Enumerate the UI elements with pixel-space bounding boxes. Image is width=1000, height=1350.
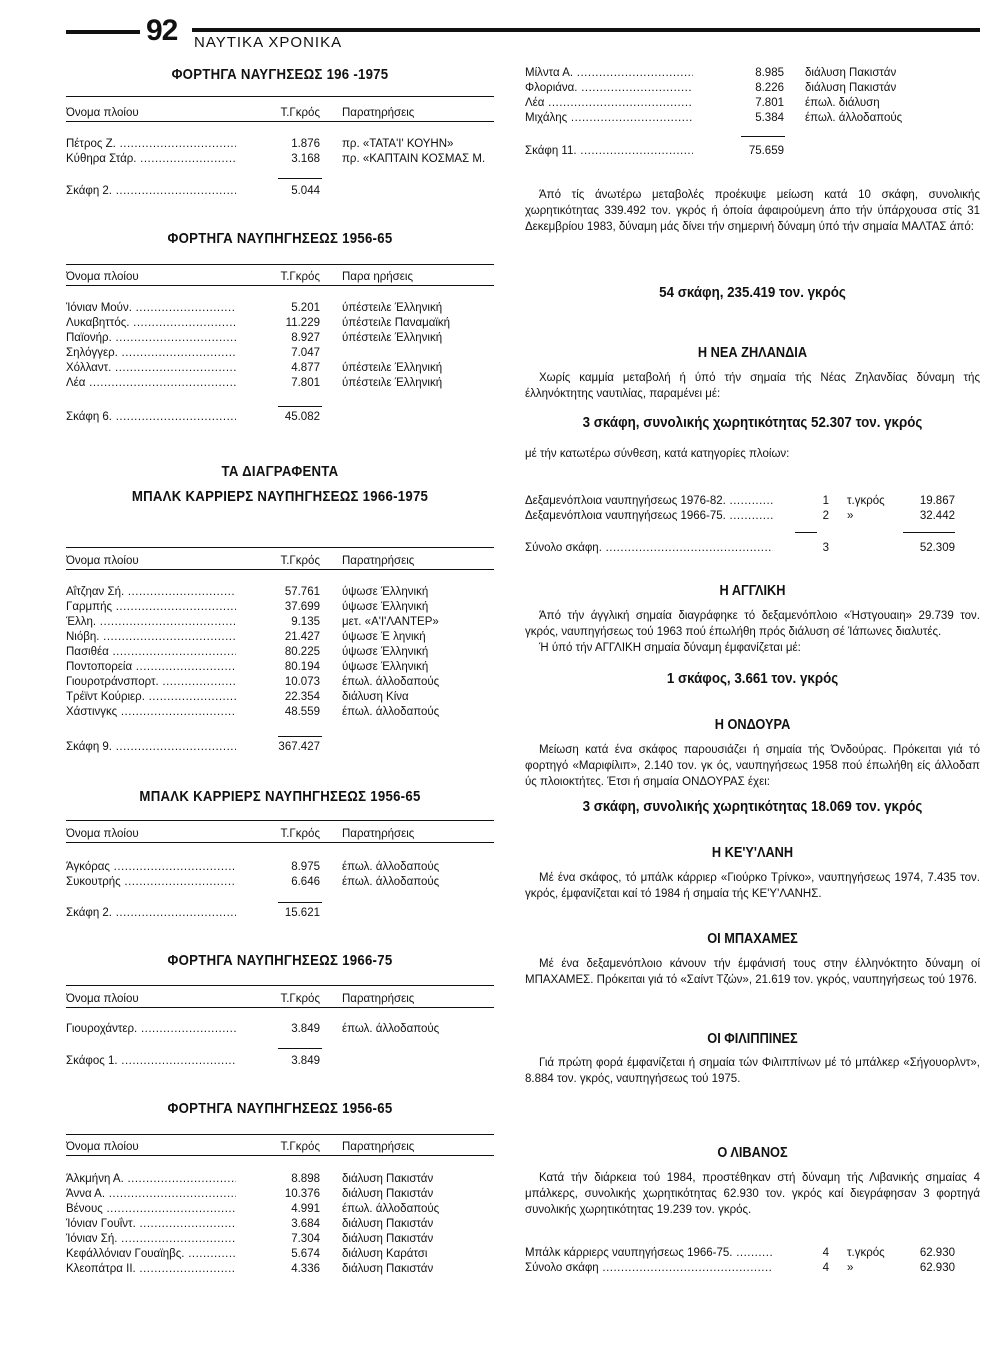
table-header: Όνομα πλοίου Τ.Γκρός Παρατηρήσεις [66,825,494,843]
section-title: ΤΑ ΔΙΑΓΡΑΦΕΝΤΑ [221,463,339,480]
malta-total: 54 σκάφη, 235.419 τον. γκρός [659,285,846,301]
table-header: Όνομα πλοίου Τ.Γκρός Παρατηρήσεις [66,552,494,570]
page-number: 92 [146,14,178,47]
section-title: Η ΚΕ'Υ'ΛΑΝΗ [711,845,794,861]
table-row: Σηλόγγερ. ..... 7.047 [66,346,494,361]
table-sum-row: Σκάφη 6. ..... 45.082 [66,410,494,425]
hn-paragraph: Μείωση κατά ένα σκάφος παρουσιάζει ή σημαία τής Όνδούρας. Πρόκειται γιά τό φορτηγό «Μαριφίλιπ», 2.140 τον. γκ ός, ναυπηγήσεως 1958 πού έπωλήθη είς άλλοδαπ ύς πλοιοκτήτες. Έτσι ή σημαία ΟΝΔΟΥΡΑΣ έχει: [525,744,980,788]
table-row: Αΐτζηαν Σή. ..... 57.761 ύψωσε Έλληνική [66,585,494,600]
table-row: Ποντοπορεία ..... 80.194 ύψωσε Έλληνική [66,660,494,675]
table-row: Χάστινγκς ..... 48.559 έπωλ. άλλοδαπούς [66,705,494,720]
table-row: Άγκόρας ..... 8.975 έπωλ. άλλοδαπούς [66,860,494,875]
table-row: Μπάλκ κάρριερς ναυπηγήσεως 1966-75. ..... 4 τ.γκρός 62.930 [525,1246,980,1261]
table-rule [66,96,494,97]
table-row: Μίλντα Α. ..... 8.985 διάλυση Πακιστάν [525,66,980,81]
table-row: Δεξαμενόπλοια ναυπηγήσεως 1966-75. ..... 2 » 32.442 [525,509,980,524]
table-header: Όνομα πλοίου Τ.Γκρός Παρατηρήσεις [66,1138,494,1156]
col-name-header: Όνομα πλοίου [66,107,139,119]
col-remarks-header: Παρατηρήσεις [342,107,415,119]
ph-paragraph: Γιά πρώτη φορά έμφανίζεται ή σημαία τών Φιλιππίνων μέ τό μπάλκερ «Σήγουορλντ», 8.884 τον. γκρός, ναυπηγήσεως τού 1975. [525,1057,980,1085]
table-row: Μιχάλης ..... 5.384 έπωλ. άλλοδαπούς [525,111,980,126]
nz-total: 3 σκάφη, συνολικής χωρητικότητας 52.307 τον. γκρός [582,415,923,431]
table-row: Κεφάλλόνιαν Γουαϊηβς. ..... 5.674 διάλυση Καράτσι [66,1247,494,1262]
table-rule [66,547,494,548]
nz-paragraph: Χωρίς καμμία μεταβολή ή ύπό τήν σημαία τής Νέας Ζηλανδίας δύναμη τής έλληνόκτητης ναυτιλίας, παραμένει μέ: [525,372,980,400]
table-sum-row: Σκάφη 9. ..... 367.427 [66,740,494,755]
section-subtitle: ΜΠΑΛΚ ΚΑΡΡΙΕΡΣ ΝΑΥΠΗΓΗΣΕΩΣ 1966-1975 [131,488,429,505]
table-row: Νιόβη. ..... 21.427 ύψωσε Έ ληνική [66,630,494,645]
table-sum-row: Σκάφος 1. ..... 3.849 [66,1054,494,1069]
table-rule [66,1134,494,1135]
table-row: Παϊονήρ. ..... 8.927 ύπέστειλε Έλληνική [66,331,494,346]
table-row: Κύθηρα Στάρ. ..... 3.168 πρ. «ΚΑΠΤΑΙΝ ΚΟΣΜΑΣ Μ. [66,152,494,167]
table-row: Έλλη. ..... 9.135 μετ. «Α'Ι'ΛΑΝΤΕΡ» [66,615,494,630]
table-row: Γιουροχάντερ. ..... 3.849 έπωλ. άλλοδαπούς [66,1022,494,1037]
magazine-title: ΝΑΥΤΙΚΑ ΧΡΟΝΙΚΑ [194,34,343,51]
table-row: Ίόνιαν Σή. ..... 7.304 διάλυση Πακιστάν [66,1232,494,1247]
malta-paragraph: Άπό τίς άνωτέρω μεταβολές προέκυψε μείωση κατά 10 σκάφη, συνολικής χωρητικότητας 339.492 τον. γκρός ή όποία άφαιρούμενη άπο τήν ύπάρχουσα στίς 31 Δεκεμβρίου 1983, δύναμη μάς δίνει τήν σημερινή δύναμη ύπό τήν σημαία ΜΑΛΤΑΣ άπό: [525,189,980,233]
uk-paragraph-2: Ή ύπό τήν ΑΓΓΛΙΚΗ σημαία δύναμη έμφανίζεται μέ: [539,642,801,654]
bs-paragraph: Μέ ένα δεξαμενόπλοιο κάνουν τήν έμφάνισή τους στην έλληνόκτητο δύναμη οί ΜΠΑΧΑΜΕΣ. Πρόκειται γιά τό «Σαίντ Τζών», 21.619 τον. γκρός, ναυπηγήσεως τού 1976. [525,958,980,986]
uk-total: 1 σκάφος, 3.661 τον. γκρός [666,671,839,687]
table-sum-row: Σκάφη 2. ..... 15.621 [66,906,494,921]
section-title: ΦΟΡΤΗΓΑ ΝΑΥΠΗΓΗΣΕΩΣ 1956-65 [167,230,393,247]
section-title: Ο ΛΙΒΑΝΟΣ [717,1145,788,1161]
col-ton-header: Τ.Γκρός [280,107,320,119]
table-sum-row: Σκάφη 11. ..... 75.659 [525,144,980,159]
table-row: Γιουροτράνσπορτ. ..... 10.073 έπωλ. άλλοδαπούς [66,675,494,690]
section-title: ΦΟΡΤΗΓΑ ΝΑΥΓΗΣΕΩΣ 196 -1975 [171,66,389,83]
table-header: Όνομα πλοίου Τ.Γκρός Παρα ηρήσεις [66,268,494,286]
table-row: Γαρμπής ..... 37.699 ύψωσε Έλληνική [66,600,494,615]
sum-rule [278,1048,322,1049]
table-row: Ίόνιαν Γουΐντ. ..... 3.684 διάλυση Πακιστάν [66,1217,494,1232]
table-row: Κλεοπάτρα ΙΙ. ..... 4.336 διάλυση Πακιστάν [66,1262,494,1277]
section-title: ΟΙ ΦΙΛΙΠΠΙΝΕΣ [707,1031,798,1047]
table-rule [66,985,494,986]
sum-rule [278,178,322,179]
section-title: ΟΙ ΜΠΑΧΑΜΕΣ [707,931,798,947]
sum-rule [903,532,955,533]
sum-rule [278,406,322,407]
table-row: Φλοριάνα. ..... 8.226 διάλυση Πακιστάν [525,81,980,96]
table-row: Άλκμήνη Α. ..... 8.898 διάλυση Πακιστάν [66,1172,494,1187]
section-title: Η ΟΝΔΟΥΡΑ [714,717,791,733]
section-title: ΦΟΡΤΗΓΑ ΝΑΥΠΗΓΗΣΕΩΣ 1956-65 [167,1100,393,1117]
sum-rule [741,136,785,137]
header-rule-left [66,30,140,34]
table-row: Σύνολο σκάφη ..... 4 » 62.930 [525,1261,980,1276]
sum-rule [278,736,322,737]
table-row: Πασιθέα ..... 80.225 ύψωσε Έλληνική [66,645,494,660]
uk-paragraph: Άπό τήν άγγλική σημαία διαγράφηκε τό δεξαμενόπλοιο «Ήστγουαιη» 29.739 τον. γκρός, ναυπηγήσεως τού 1963 πού έπωλήθη πρός διάλυση σέ Ίάπωνες διαλυτές. [525,610,980,638]
table-row: Τρέϊντ Κούριερ. ..... 22.354 διάλυση Κίνα [66,690,494,705]
table-row: Πέτρος Ζ. ..... 1.876 πρ. «ΤΑΤΑ'Ι' ΚΟΥΗΝ» [66,137,494,152]
table-row: Λέα ..... 7.801 έπωλ. διάλυση [525,96,980,111]
section-title: Η ΝΕΑ ΖΗΛΑΝΔΙΑ [697,345,808,361]
table-row: Συκουτρής ..... 6.646 έπωλ. άλλοδαπούς [66,875,494,890]
table-rule [66,264,494,265]
section-title: ΦΟΡΤΗΓΑ ΝΑΥΠΗΓΗΣΕΩΣ 1966-75 [167,952,393,969]
sum-rule [278,902,322,903]
table-row: Λυκαβηττός. ..... 11.229 ύπέστειλε Παναμαϊκή [66,316,494,331]
table-row: Ίόνιαν Μούν. ..... 5.201 ύπέστειλε Έλληνική [66,301,494,316]
table-row: Χόλλαντ. ..... 4.877 ύπέστειλε Έλληνική [66,361,494,376]
table-header: Όνομα πλοίου Τ.Γκρός Παρατηρήσεις [66,990,494,1008]
section-title: Η ΑΓΓΛΙΚΗ [719,583,786,599]
sum-rule [795,532,817,533]
nz-intro: μέ τήν κατωτέρω σύνθεση, κατά κατηγορίες πλοίων: [525,448,790,460]
table-rule [66,820,494,821]
header-rule-right [192,28,980,32]
table-row: Δεξαμενόπλοια ναυπηγήσεως 1976-82. ..... 1 τ.γκρός 19.867 [525,494,980,509]
table-sum-row: Σκάφη 2. ..... 5.044 [66,184,494,199]
section-title: ΜΠΑΛΚ ΚΑΡΡΙΕΡΣ ΝΑΥΠΗΓΗΣΕΩΣ 1956-65 [139,788,421,805]
hn-total: 3 σκάφη, συνολικής χωρητικότητας 18.069 τον. γκρός [582,799,923,815]
ky-paragraph: Μέ ένα σκάφος, τό μπάλκ κάρριερ «Γιούρκο Τρίνκο», ναυπηγήσεως 1974, 7.435 τον. γκρός, έμφανίζεται καί τό 1984 ή σημαία τής ΚΕ'Υ'ΛΑΝΗΣ. [525,872,980,900]
table-row: Λέα ..... 7.801 ύπέστειλε Έλληνική [66,376,494,391]
table-sum-row: Σύνολο σκάφη. ..... 3 52.309 [525,541,980,556]
lb-paragraph: Κατά τήν διάρκεια τού 1984, προστέθηκαν στή δύναμη τής Λιβανικής σημαίας 4 μπάλκερς, συνολικής χωρητικότητας 62.930 τον. γκρός καί διεγράφησαν 3 φορτηγά συνολικής χωρητικότητας 19.239 τον. γκρός. [525,1172,980,1216]
table-row: Άννα Α. ..... 10.376 διάλυση Πακιστάν [66,1187,494,1202]
table-row: Βένους ..... 4.991 έπωλ. άλλοδαπούς [66,1202,494,1217]
table-header [66,104,494,122]
